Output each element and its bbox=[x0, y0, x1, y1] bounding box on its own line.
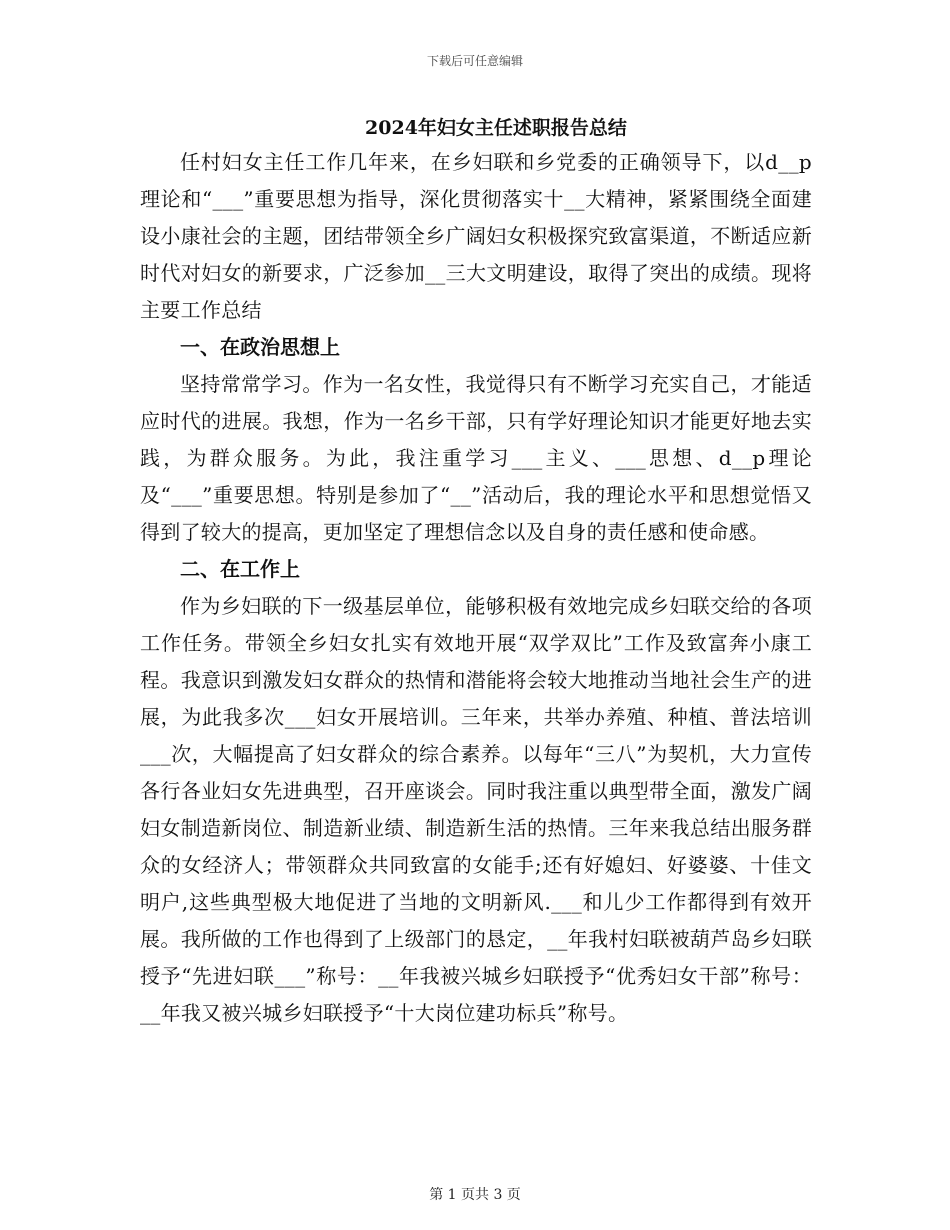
section-body-work: 作为乡妇联的下一级基层单位，能够积极有效地完成乡妇联交给的各项工作任务。带领全乡妇女扎实有效地开展“双学双比”工作及致富奔小康工程。我意识到激发妇女群众的热情和潜能将会较大地推动当地社会生产的进展，为此我多次___妇女开展培训。三年来，共举办养殖、种植、普法培训___次，大幅提高了妇女群众的综合素养。以每年“三八”为契机，大力宣传各行各业妇女先进典型，召开座谈会。同时我注重以典型带全面，激发广阔妇女制造新岗位、制造新业绩、制造新生活的热情。三年来我总结出服务群众的女经济人；带领群众共同致富的女能手;还有好媳妇、好婆婆、十佳文明户,这些典型极大地促进了当地的文明新风.___和儿少工作都得到有效开展。我所做的工作也得到了上级部门的恳定，__年我村妇联被葫芦岛乡妇联授予“先进妇联___”称号：__年我被兴城乡妇联授予“优秀妇女干部”称号：__年我又被兴城乡妇联授予“十大岗位建功标兵”称号。 bbox=[140, 594, 812, 1025]
header-note: 下载后可任意编辑 bbox=[426, 54, 523, 68]
document-title: 2024年妇女主任述职报告总结 bbox=[365, 117, 627, 139]
intro-paragraph: 任村妇女主任工作几年来，在乡妇联和乡党委的正确领导下，以d__p理论和“___”重要思想为指导，深化贯彻落实十__大精神，紧紧围绕全面建设小康社会的主题，团结带领全乡广阔妇女积极探究致富渠道，不断适应新时代对妇女的新要求，广泛参加__三大文明建设，取得了突出的成绩。现将主要工作总结 bbox=[140, 150, 812, 322]
section-heading-political: 一、在政治思想上 bbox=[180, 335, 340, 359]
page-number: 第 1 页共 3 页 bbox=[429, 1187, 521, 1203]
section-heading-work: 二、在工作上 bbox=[180, 557, 300, 581]
section-body-political: 坚持常常学习。作为一名女性，我觉得只有不断学习充实自己，才能适应时代的进展。我想，作为一名乡干部，只有学好理论知识才能更好地去实践，为群众服务。为此，我注重学习___主义、___思想、d__p理论及“___”重要思想。特别是参加了“__”活动后，我的理论水平和思想觉悟又得到了较大的提高，更加坚定了理想信念以及自身的责任感和使命感。 bbox=[140, 372, 812, 544]
document-body bbox=[140, 112, 812, 1032]
